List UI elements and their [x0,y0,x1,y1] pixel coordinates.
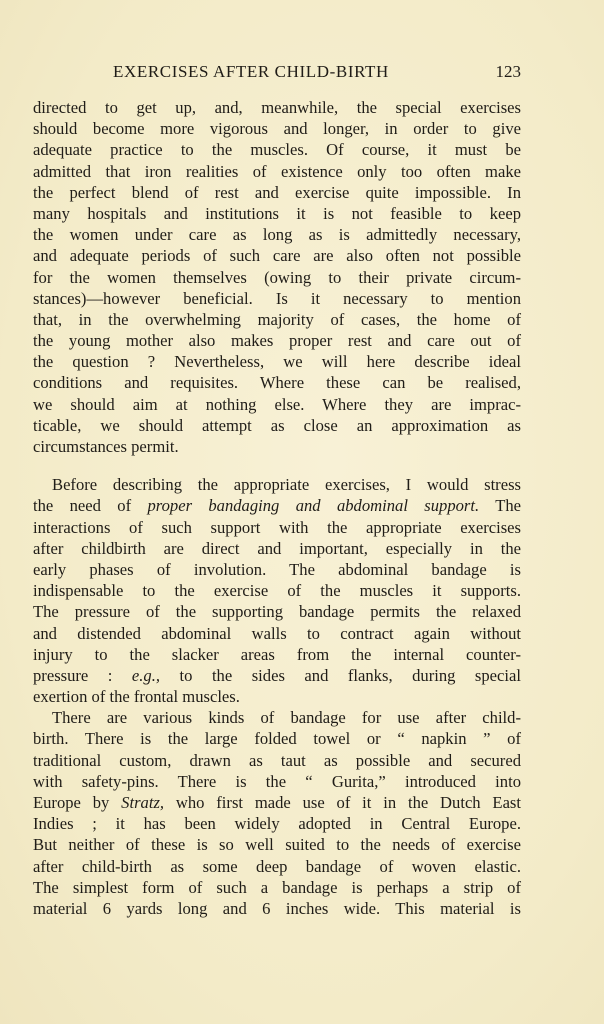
text-line: the question ? Nevertheless, we will here describe ideal [33,352,521,372]
text-line: traditional custom, drawn as taut as possible and secured [33,750,521,770]
text-run: to the sides and flanks, during special [160,665,521,685]
text-line: admitted that iron realities of existence only too often make [33,161,521,181]
body-text [33,97,521,919]
text-run: pressure : [33,665,132,685]
text-line: should become more vigorous and longer, in order to give [33,119,521,139]
text-line: birth. There is the large folded towel or “ napkin ” of [33,729,521,749]
text-line: for the women themselves (owing to their private circum- [33,267,521,287]
text-line: conditions and requisites. Where these can be realised, [33,373,521,393]
paragraph-1 [33,97,521,457]
chapter-title: EXERCISES AFTER CHILD-BIRTH [113,62,389,81]
text-line: and adequate periods of such care are also often not possible [33,246,521,266]
emphasis-text: Stratz, [121,793,165,812]
emphasis-text: e.g., [131,665,161,685]
text-line: that, in the overwhelming majority of cases, the home of [33,309,521,329]
text-line: injury to the slacker areas from the internal counter- [33,644,521,664]
text-line: But neither of these is so well suited to the needs of exercise [33,835,521,855]
emphasis-text: proper bandaging and abdominal support. [147,496,480,516]
text-line: There are various kinds of bandage for use after child- [52,708,521,728]
text-line: after childbirth are direct and important, especially in the [33,538,521,558]
paragraph-2 [33,474,521,707]
text-line: Before describing the appropriate exercises, I would stress [52,475,521,495]
text-line: interactions of such support with the appropriate exercises [33,517,521,537]
text-line: stances)—however beneficial. Is it necessary to mention [33,288,521,308]
text-line [33,665,521,686]
text-line [33,495,521,516]
text-line: after child-birth as some deep bandage of woven elastic. [33,856,521,876]
running-header [33,62,521,84]
text-line: ticable, we should attempt as close an approximation as [33,415,521,435]
text-line: the young mother also makes proper rest and care out of [33,331,521,351]
paragraph-3 [33,707,521,919]
text-line: Indies ; it has been widely adopted in Central Europe. [33,814,521,834]
text-line: exertion of the frontal muscles. [33,687,240,707]
text-line: indispensable to the exercise of the muscles it supports. [33,581,521,601]
text-line: material 6 yards long and 6 inches wide. This material is [33,898,521,918]
text-line: circumstances permit. [33,437,179,456]
paragraph-spacer [33,457,521,474]
text-run: Europe by [33,793,122,812]
page-number: 123 [495,62,521,81]
text-line: the perfect blend of rest and exercise quite impossible. In [33,182,521,202]
text-line: The simplest form of such a bandage is perhaps a strip of [33,877,521,897]
text-line: and distended abdominal walls to contract again without [33,623,521,643]
text-line: adequate practice to the muscles. Of course, it must be [33,140,521,160]
text-run: the need of [33,496,148,516]
text-line: many hospitals and institutions it is not feasible to keep [33,203,521,223]
text-line: early phases of involution. The abdominal bandage is [33,559,521,579]
text-line: the women under care as long as is admittedly necessary, [33,225,521,245]
text-line [33,792,521,813]
text-line: The pressure of the supporting bandage permits the relaxed [33,602,521,622]
text-line: we should aim at nothing else. Where they are imprac- [33,394,521,414]
text-run: who first made use of it in the Dutch East [164,793,521,812]
text-run: The [479,496,521,516]
text-line: directed to get up, and, meanwhile, the special exercises [33,98,521,117]
text-line: with safety-pins. There is the “ Gurita,” introduced into [33,771,521,791]
